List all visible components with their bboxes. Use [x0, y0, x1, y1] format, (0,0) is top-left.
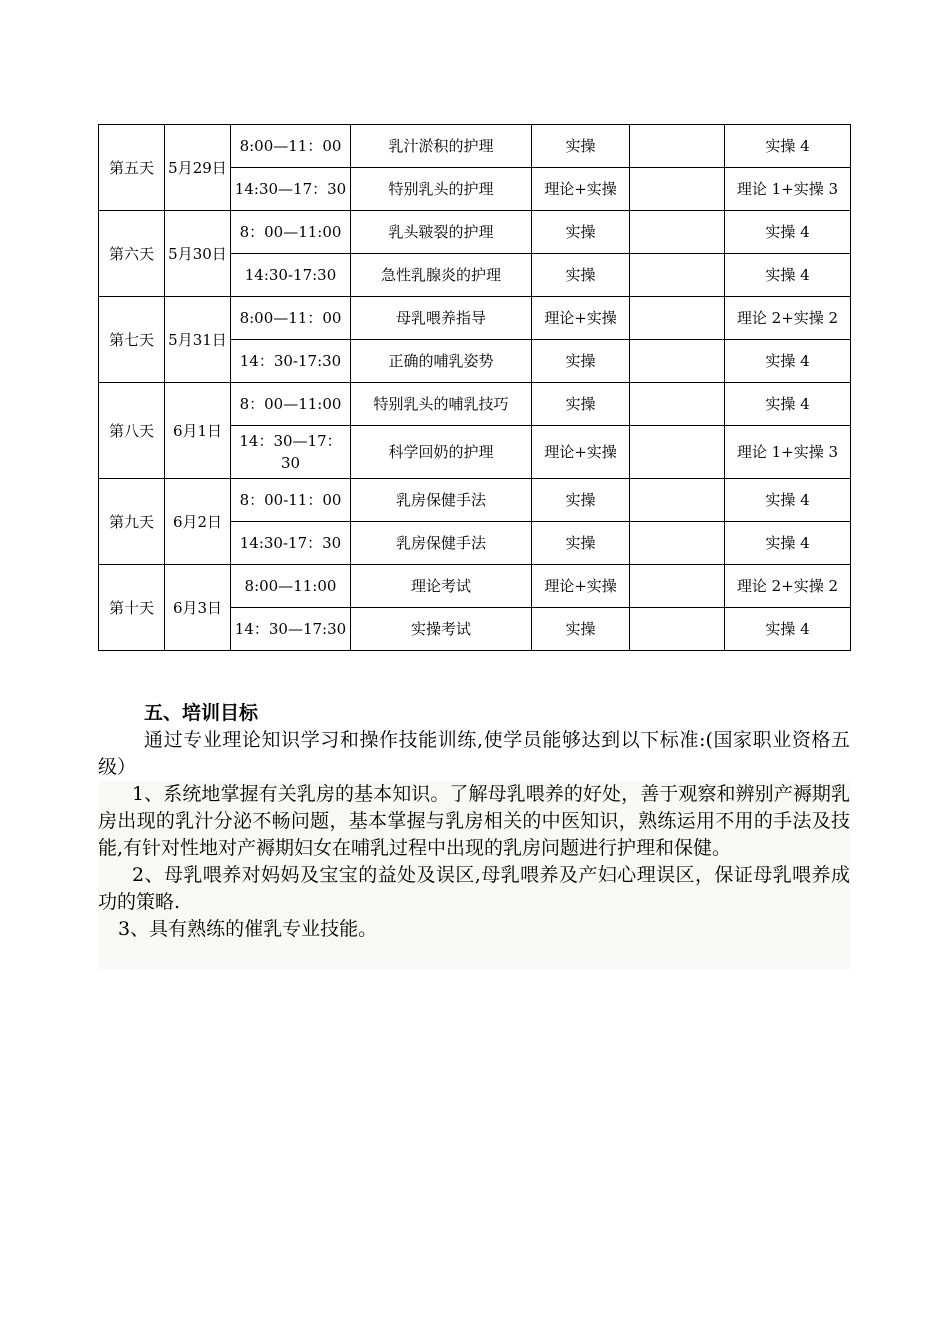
date-cell: 5月31日 — [165, 297, 231, 383]
goal-item-3: 3、具有熟练的催乳专业技能。 — [118, 918, 378, 940]
day-cell: 第七天 — [99, 297, 165, 383]
date-cell: 6月2日 — [165, 479, 231, 565]
date-cell: 6月3日 — [165, 565, 231, 651]
blank-cell — [630, 383, 725, 426]
topic-cell: 乳汁淤积的护理 — [351, 125, 532, 168]
time-cell: 14：30-17:30 — [231, 340, 351, 383]
topic-cell: 乳房保健手法 — [351, 479, 532, 522]
blank-cell — [630, 168, 725, 211]
time-cell: 14:30-17：30 — [231, 522, 351, 565]
time-cell: 8:00—11:00 — [231, 565, 351, 608]
topic-cell: 急性乳腺炎的护理 — [351, 254, 532, 297]
time-cell: 8：00—11:00 — [231, 211, 351, 254]
method-cell: 实操 — [532, 340, 630, 383]
topic-cell: 实操考试 — [351, 608, 532, 651]
time-cell: 8：00—11:00 — [231, 383, 351, 426]
method-cell: 实操 — [532, 211, 630, 254]
method-cell: 理论+实操 — [532, 565, 630, 608]
day-cell: 第九天 — [99, 479, 165, 565]
blank-cell — [630, 426, 725, 479]
date-cell: 5月29日 — [165, 125, 231, 211]
blank-cell — [630, 522, 725, 565]
topic-cell: 科学回奶的护理 — [351, 426, 532, 479]
day-cell: 第八天 — [99, 383, 165, 479]
topic-cell: 特别乳头的哺乳技巧 — [351, 383, 532, 426]
table-row — [99, 125, 851, 168]
date-cell: 6月1日 — [165, 383, 231, 479]
time-cell: 8:00—11：00 — [231, 297, 351, 340]
blank-cell — [630, 211, 725, 254]
hours-cell: 实操 4 — [725, 608, 851, 651]
time-cell: 14：30—17：30 — [231, 426, 351, 479]
method-cell: 理论+实操 — [532, 297, 630, 340]
blank-cell — [630, 608, 725, 651]
hours-cell: 理论 2+实操 2 — [725, 297, 851, 340]
intro-paragraph: 通过专业理论知识学习和操作技能训练,使学员能够达到以下标准:(国家职业资格五级） — [98, 729, 850, 778]
time-cell: 14:30—17：30 — [231, 168, 351, 211]
hours-cell: 理论 1+实操 3 — [725, 426, 851, 479]
topic-cell: 正确的哺乳姿势 — [351, 340, 532, 383]
topic-cell: 理论考试 — [351, 565, 532, 608]
hours-cell: 实操 4 — [725, 211, 851, 254]
method-cell: 理论+实操 — [532, 168, 630, 211]
blank-cell — [630, 125, 725, 168]
hours-cell: 实操 4 — [725, 522, 851, 565]
hours-cell: 理论 1+实操 3 — [725, 168, 851, 211]
hours-cell: 实操 4 — [725, 383, 851, 426]
blank-cell — [630, 340, 725, 383]
schedule-table — [98, 124, 851, 651]
section-heading: 五、培训目标 — [144, 702, 259, 724]
method-cell: 实操 — [532, 125, 630, 168]
blank-cell — [630, 297, 725, 340]
method-cell: 实操 — [532, 522, 630, 565]
blank-cell — [630, 565, 725, 608]
blank-cell — [630, 479, 725, 522]
day-cell: 第六天 — [99, 211, 165, 297]
method-cell: 实操 — [532, 608, 630, 651]
training-goals-section — [98, 700, 850, 969]
hours-cell: 理论 2+实操 2 — [725, 565, 851, 608]
time-cell: 8:00—11：00 — [231, 125, 351, 168]
table-row — [99, 297, 851, 340]
time-cell: 14:30-17:30 — [231, 254, 351, 297]
goals-block — [98, 781, 850, 969]
table-row — [99, 383, 851, 426]
day-cell: 第十天 — [99, 565, 165, 651]
topic-cell: 母乳喂养指导 — [351, 297, 532, 340]
hours-cell: 实操 4 — [725, 479, 851, 522]
topic-cell: 乳头皲裂的护理 — [351, 211, 532, 254]
method-cell: 实操 — [532, 479, 630, 522]
time-cell: 8：00-11：00 — [231, 479, 351, 522]
goal-item-1: 1、系统地掌握有关乳房的基本知识。了解母乳喂养的好处，善于观察和辨别产褥期乳房出现的乳汁分泌不畅问题，基本掌握与乳房相关的中医知识，熟练运用不用的手法及技能,有针对性地对产褥期妇女在哺乳过程中出现的乳房问题进行护理和保健。 — [98, 783, 850, 859]
table-row — [99, 565, 851, 608]
topic-cell: 特别乳头的护理 — [351, 168, 532, 211]
table-row — [99, 479, 851, 522]
topic-cell: 乳房保健手法 — [351, 522, 532, 565]
date-cell: 5月30日 — [165, 211, 231, 297]
hours-cell: 实操 4 — [725, 254, 851, 297]
goal-item-2: 2、母乳喂养对妈妈及宝宝的益处及误区,母乳喂养及产妇心理误区，保证母乳喂养成功的策略. — [98, 864, 850, 913]
blank-cell — [630, 254, 725, 297]
day-cell: 第五天 — [99, 125, 165, 211]
hours-cell: 实操 4 — [725, 340, 851, 383]
hours-cell: 实操 4 — [725, 125, 851, 168]
table-row — [99, 211, 851, 254]
method-cell: 实操 — [532, 383, 630, 426]
method-cell: 实操 — [532, 254, 630, 297]
time-cell: 14：30—17:30 — [231, 608, 351, 651]
method-cell: 理论+实操 — [532, 426, 630, 479]
